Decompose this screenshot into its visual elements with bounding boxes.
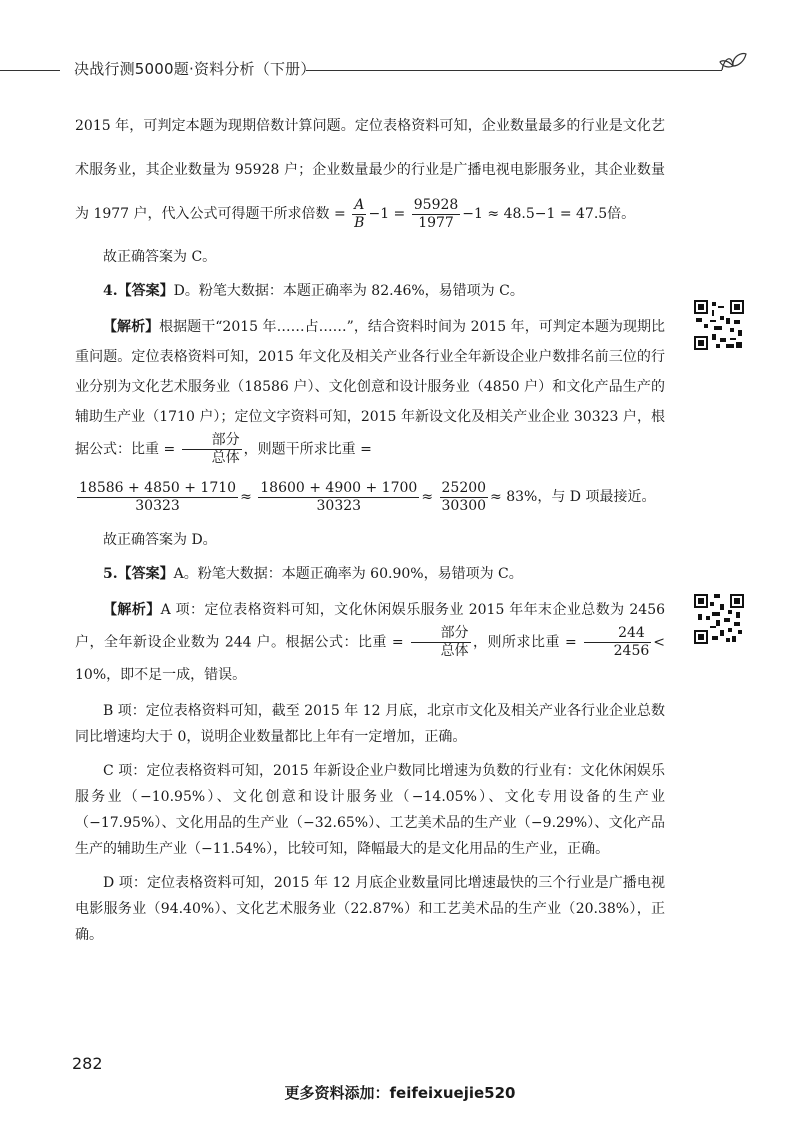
q3-text-b: −1 = — [368, 206, 406, 222]
q4-formula: $\frac{18586 + 4850 + 1710}{30323}$ ≈ $\frac{18600 + 4900 + 1700}{30323}$ ≈ $\frac{25200}{30300}$ ≈ 83%，与 D 项最接近。 — [79, 479, 656, 514]
fraction-part-over-total: $\frac{\text{部分}}{\text{总体}}$ — [182, 432, 242, 467]
header-rule-right — [306, 70, 722, 71]
q3-answer: 故正确答案为 C。 — [103, 249, 217, 265]
fraction-244-2456: $\frac{244}{2456}$ — [584, 625, 652, 660]
q4-answer-line: 4.【答案】D。粉笔大数据：本题正确率为 82.46%，易错项为 C。 — [103, 283, 524, 299]
q3-analysis-end — [75, 104, 665, 236]
fraction-25200-30300: $\frac{25200}{30300}$ — [441, 479, 487, 514]
q5-analysis-a: 【解析】A 项：定位表格资料可知，文化休闲娱乐服务业 2015 年年末企业总数为 2456 户，全年新设企业数为 244 户。根据公式：比重 = $\frac{\text{部分}}{\text{总体}}$ ，则所求比重 = $\frac{244}{2456}$ < 10%，即不足一成，错误。 — [75, 602, 666, 683]
q4-analysis: 【解析】根据题干“2015 年……占……”，结合资料时间为 2015 年，可判定本题为现期比重问题。定位表格资料可知，2015 年文化及相关产业各行业全年新设企业户数排名前三位的行业分别为文化艺术服务业（18586 户）、文化创意和设计服务业（4850 户）和文化产品生产的辅助生产业（1710 户）；定位文字资料可知，2015 年新设文化及相关产业企业 30323 户，根据公式：比重 = $\frac{\text{部分}}{\text{总体}}$ ，则题干所求比重 = — [75, 319, 666, 466]
fraction-95928-1977: $\frac{95928}{1977}$ — [413, 196, 459, 231]
q3-text-a: 2015 年，可判定本题为现期倍数计算问题。定位表格资料可知，企业数量最多的行业是文化艺术服务业，其企业数量为 95928 户；企业数量最少的行业是广播电视电影服务业，其企业数量为 1977 户，代入公式可得题干所求倍数 = — [75, 118, 665, 222]
q5-item-b: B 项：定位表格资料可知，截至 2015 年 12 月底，北京市文化及相关产业各行业企业总数同比增速均大于 0，说明企业数量都比上年有一定增加，正确。 — [75, 703, 665, 745]
page-number: 282 — [72, 1054, 103, 1073]
footer-note: 更多资料添加：feifeixuejie520 — [284, 1084, 516, 1102]
qr-code-q4[interactable] — [694, 300, 744, 350]
book-title: 决战行测5000题·资料分析（下册） — [74, 60, 316, 78]
fraction-part-over-total-2: $\frac{\text{部分}}{\text{总体}}$ — [411, 625, 471, 660]
fraction-a-over-b: $\frac{A}{B}$ — [354, 196, 365, 231]
header-rule-left — [0, 70, 60, 71]
content — [75, 104, 665, 956]
fraction-sum-rounded: $\frac{18600 + 4900 + 1700}{30323}$ — [260, 479, 418, 514]
qr-code-q5[interactable] — [694, 594, 744, 644]
q4-answer: 故正确答案为 D。 — [103, 532, 217, 548]
q5-item-d: D 项：定位表格资料可知，2015 年 12 月底企业数量同比增速最快的三个行业是广播电视电影服务业（94.40%）、文化艺术服务业（22.87%）和工艺美术品的生产业（20.38%），正确。 — [75, 875, 665, 943]
q3-text-c: −1 ≈ 48.5−1 = 47.5倍。 — [462, 206, 636, 222]
q5-item-c: C 项：定位表格资料可知，2015 年新设企业户数同比增速为负数的行业有：文化休闲娱乐服务业（−10.95%）、文化创意和设计服务业（−14.05%）、文化专用设备的生产业（−17.95%）、文化用品的生产业（−32.65%）、工艺美术品的生产业（−9.29%）、文化产品生产的辅助生产业（−11.54%），比较可知，降幅最大的是文化用品的生产业，正确。 — [75, 763, 665, 857]
q5-answer-line: 5.【答案】A。粉笔大数据：本题正确率为 60.90%，易错项为 C。 — [103, 566, 523, 582]
leaf-icon — [718, 48, 748, 74]
fraction-sum-raw: $\frac{18586 + 4850 + 1710}{30323}$ — [79, 479, 237, 514]
page-header — [0, 58, 800, 88]
